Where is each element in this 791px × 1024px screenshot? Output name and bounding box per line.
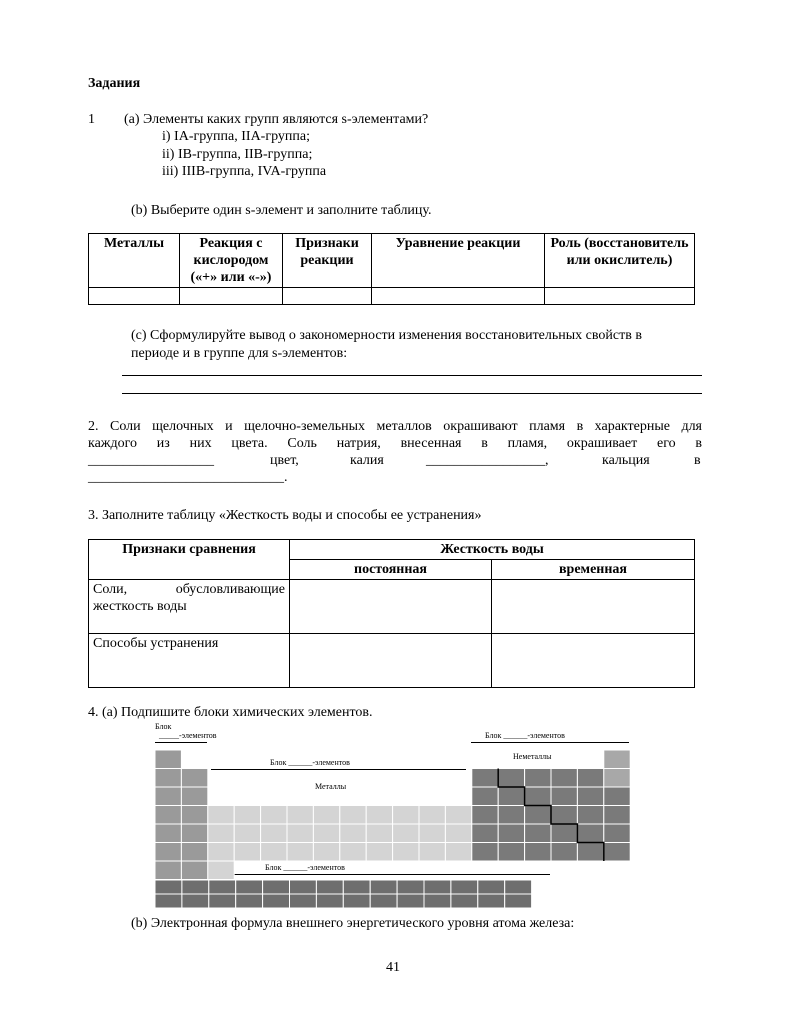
p-block-cell — [551, 806, 577, 825]
d-block-cell — [366, 843, 392, 862]
task1-c-line1: (с) Сформулируйте вывод о закономерности изменения восстановительных свойств в — [131, 328, 642, 343]
p-block-cell — [472, 787, 498, 806]
d-block-cell — [313, 843, 339, 862]
d-block-cell — [340, 843, 366, 862]
s-element-table — [88, 233, 695, 305]
task1-option-2: ii) IB-группа, IIB-группа; — [162, 147, 313, 162]
th-role: Роль (восстановитель или окислитель) — [545, 234, 695, 288]
d-block-cell — [419, 806, 445, 825]
p-block-cell — [472, 806, 498, 825]
s-block-cell — [181, 806, 207, 825]
f-block-cell — [424, 894, 451, 908]
label-nonmetals: Неметаллы — [513, 752, 552, 761]
f-block-cell — [451, 880, 478, 894]
word-calcium: кальция — [602, 453, 650, 468]
p-block-cell — [551, 787, 577, 806]
f-block-cell — [343, 880, 370, 894]
p-block-cell — [604, 769, 630, 788]
heading: Задания — [88, 76, 141, 91]
p-block-cell — [498, 769, 524, 788]
s-block-cell — [155, 806, 181, 825]
p-block-cell — [551, 843, 577, 862]
f-block-cell — [236, 894, 263, 908]
task1-a-question: (a) Элементы каких групп являются s-элементами? — [124, 112, 429, 127]
label-block-s-1: Блок — [155, 722, 172, 731]
s-block-cell — [155, 824, 181, 843]
d-block-cell — [366, 806, 392, 825]
p-block-cell — [472, 824, 498, 843]
task1-number: 1 — [88, 112, 95, 127]
f-block-cell — [505, 880, 532, 894]
table-cell[interactable] — [283, 288, 372, 305]
p-block-cell — [604, 806, 630, 825]
table-cell[interactable] — [180, 288, 283, 305]
s-block-cell — [181, 843, 207, 862]
s-block-cell — [181, 787, 207, 806]
d-block-cell — [419, 843, 445, 862]
label-block-f[interactable]: Блок ______-элементов — [265, 863, 345, 872]
s-block-cell — [155, 787, 181, 806]
table-cell[interactable] — [89, 288, 180, 305]
task1-c-line2: периоде и в группе для s-элементов: — [131, 346, 348, 361]
f-block-cell — [370, 894, 397, 908]
word-color: цвет, — [270, 453, 299, 468]
task1-b-instruction: (b) Выберите один s-элемент и заполните таблицу. — [131, 203, 432, 218]
p-block-cell — [604, 824, 630, 843]
f-block-cell — [290, 880, 317, 894]
f-block-cell — [263, 880, 290, 894]
task2-line2: каждого из них цвета. Соль натрия, внесенная в пламя, окрашивает его в — [88, 436, 702, 451]
f-block-cell — [451, 894, 478, 908]
d-block-cell — [287, 843, 313, 862]
blank-potassium[interactable]: _________________, — [426, 453, 549, 468]
label-block-d[interactable]: Блок ______-элементов — [270, 758, 350, 767]
d-block-cell — [208, 861, 234, 880]
f-block-cell — [370, 880, 397, 894]
s-block-cell — [181, 861, 207, 880]
f-block-cell — [424, 880, 451, 894]
f-block-cell — [209, 894, 236, 908]
th-permanent: постоянная — [290, 560, 492, 580]
th-metals: Металлы — [89, 234, 180, 288]
f-block-cell — [182, 894, 209, 908]
p-block-cell — [604, 787, 630, 806]
p-block-cell — [577, 806, 603, 825]
task1-option-3: iii) IIIB-группа, IVA-группа — [162, 164, 327, 179]
p-block-cell — [551, 769, 577, 788]
word-potassium: калия — [350, 453, 384, 468]
d-block-cell — [234, 824, 260, 843]
s-block-cell — [155, 843, 181, 862]
f-block-cell — [343, 894, 370, 908]
d-block-cell — [234, 806, 260, 825]
row-salts-label: Соли, обусловливающие жесткость воды — [89, 580, 290, 634]
task3-instruction: 3. Заполните таблицу «Жесткость воды и способы ее устранения» — [88, 508, 482, 523]
f-block-cell — [290, 894, 317, 908]
page-number: 41 — [386, 960, 400, 975]
task4-a-instruction: 4. (a) Подпишите блоки химических элементов. — [88, 705, 373, 720]
d-block-cell — [313, 824, 339, 843]
task1-option-1: i) IA-группа, IIA-группа; — [162, 129, 310, 144]
p-block-cell — [498, 787, 524, 806]
d-block-cell — [393, 824, 419, 843]
d-block-cell — [366, 824, 392, 843]
label-block-p[interactable]: Блок ______-элементов — [485, 731, 565, 740]
f-block-cell — [236, 880, 263, 894]
d-block-cell — [313, 806, 339, 825]
table-cell[interactable] — [290, 634, 492, 688]
d-block-cell — [208, 843, 234, 862]
f-block-cell — [209, 880, 236, 894]
p-block-cell — [604, 750, 630, 769]
d-block-cell — [419, 824, 445, 843]
s-block-cell — [155, 861, 181, 880]
d-block-cell — [261, 806, 287, 825]
water-hardness-table — [88, 539, 695, 688]
row-removal-label: Способы устранения — [89, 634, 290, 688]
f-block-cell — [505, 894, 532, 908]
word-in: в — [694, 453, 701, 468]
p-block-cell — [577, 843, 603, 862]
p-block-cell — [472, 843, 498, 862]
task2-line1: 2. Соли щелочных и щелочно-земельных металлов окрашивают пламя в характерные для — [88, 419, 702, 434]
th-temporary: временная — [492, 560, 695, 580]
d-block-cell — [208, 824, 234, 843]
f-block-cell — [182, 880, 209, 894]
task2-line3 — [88, 453, 702, 471]
p-block-cell — [577, 769, 603, 788]
th-oxygen-reaction: Реакция с кислородом («+» или «-») — [180, 234, 283, 288]
th-signs: Признаки сравнения — [89, 540, 290, 580]
f-block-cell — [155, 894, 182, 908]
periodic-table-diagram — [155, 722, 630, 912]
p-block-cell — [525, 843, 551, 862]
d-block-cell — [393, 843, 419, 862]
th-reaction-signs: Признаки реакции — [283, 234, 372, 288]
f-block-cell — [397, 894, 424, 908]
f-block-cell — [478, 880, 505, 894]
th-reaction-equation: Уравнение реакции — [372, 234, 545, 288]
d-block-cell — [340, 824, 366, 843]
f-block-cell — [155, 880, 182, 894]
d-block-cell — [261, 824, 287, 843]
d-block-cell — [261, 843, 287, 862]
p-block-cell — [604, 843, 630, 862]
s-block-cell — [155, 750, 181, 769]
d-block-cell — [393, 806, 419, 825]
table-cell[interactable] — [372, 288, 545, 305]
p-block-cell — [525, 787, 551, 806]
d-block-cell — [445, 806, 471, 825]
answer-line[interactable] — [122, 375, 702, 376]
d-block-cell — [445, 843, 471, 862]
s-block-cell — [181, 824, 207, 843]
f-block-cell — [316, 880, 343, 894]
f-block-cell — [263, 894, 290, 908]
table-cell[interactable] — [545, 288, 695, 305]
d-block-cell — [208, 806, 234, 825]
d-block-cell — [287, 806, 313, 825]
p-block-cell — [577, 824, 603, 843]
p-block-cell — [577, 787, 603, 806]
th-water-hardness: Жесткость воды — [290, 540, 695, 560]
table-cell[interactable] — [492, 580, 695, 634]
s-block-cell — [155, 769, 181, 788]
table-cell[interactable] — [492, 634, 695, 688]
answer-line[interactable] — [122, 393, 702, 394]
p-block-cell — [498, 806, 524, 825]
label-block-s-2[interactable]: _____-элементов — [159, 731, 217, 740]
f-block-cell — [478, 894, 505, 908]
periodic-table-grid — [155, 722, 630, 912]
p-block-cell — [525, 806, 551, 825]
p-block-cell — [472, 769, 498, 788]
f-block-cell — [397, 880, 424, 894]
p-block-cell — [525, 824, 551, 843]
label-metals: Металлы — [315, 782, 347, 791]
p-block-cell — [525, 769, 551, 788]
table-cell[interactable] — [290, 580, 492, 634]
d-block-cell — [340, 806, 366, 825]
d-block-cell — [234, 843, 260, 862]
d-block-cell — [445, 824, 471, 843]
s-block-cell — [181, 769, 207, 788]
p-block-cell — [498, 843, 524, 862]
blank-calcium[interactable]: ____________________________. — [88, 470, 288, 485]
f-block-cell — [316, 894, 343, 908]
p-block-cell — [498, 824, 524, 843]
element-cells — [155, 750, 630, 908]
blank-sodium[interactable]: __________________ — [88, 453, 214, 468]
d-block-cell — [287, 824, 313, 843]
p-block-cell — [551, 824, 577, 843]
task4-b-instruction: (b) Электронная формула внешнего энергетического уровня атома железа: — [131, 916, 575, 931]
